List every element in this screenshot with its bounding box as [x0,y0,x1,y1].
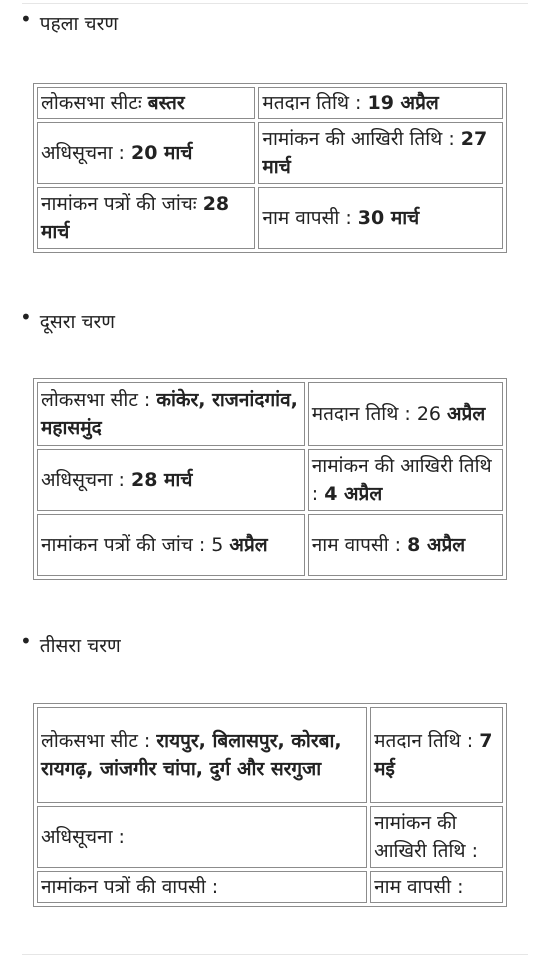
poll-date-cell [258,87,503,119]
nomination-last-date-label: नामांकन की आखिरी तिथि : [311,455,492,505]
scrutiny-cell [37,187,255,249]
nomination-last-date-cell [258,122,503,184]
poll-date-value: 7 मई [374,730,493,780]
withdrawal-label: नाम वापसी : [311,534,408,556]
withdrawal-cell [370,871,503,903]
poll-date-label: मतदान तिथि : [374,730,480,752]
withdrawal-value: 8 अप्रैल [407,534,466,556]
top-divider [22,3,528,4]
seat-value: बस्तर [147,92,185,114]
seat-cell [37,707,367,803]
bottom-divider [22,954,528,955]
bullet-icon: • [20,305,32,329]
poll-date-cell [370,707,503,803]
scrutiny-cell [37,514,305,576]
notification-cell [37,449,305,511]
phase-2-title: दूसरा चरण [39,311,116,333]
poll-date-cell [308,382,503,446]
poll-date-value: 19 अप्रैल [367,92,439,114]
phase-1-table [33,83,507,253]
seat-value: कांकेर, राजनांदगांव, महासमुंद [41,389,298,439]
nomination-last-date-label: नामांकन की आखिरी तिथि : [262,128,461,150]
notification-label: अधिसूचना : [41,142,131,164]
phase-1-title: पहला चरण [39,13,119,35]
seat-label: लोकसभा सीटः [41,92,148,114]
scrutiny-label: नामांकन पत्रों की वापसी : [41,876,219,898]
poll-date-label: मतदान तिथि : 26 [311,403,448,425]
phase-3-table [33,703,507,907]
nomination-last-date-value: 4 अप्रैल [324,483,383,505]
nomination-last-date-cell [308,449,503,511]
phase-1-heading [20,7,119,36]
seat-label: लोकसभा सीट : [41,730,157,752]
notification-label: अधिसूचना : [41,826,125,848]
seat-value: रायपुर, बिलासपुर, कोरबा, रायगढ़, जांजगीर चांपा, दुर्ग और सरगुजा [41,730,342,780]
poll-date-label: मतदान तिथि : [262,92,368,114]
phase-3-heading [20,629,121,658]
nomination-last-date-cell [370,806,503,868]
withdrawal-cell [258,187,503,249]
seat-cell [37,382,305,446]
scrutiny-label: नामांकन पत्रों की जांच : 5 [41,534,230,556]
phase-2-table [33,378,507,580]
bullet-icon: • [20,7,32,31]
scrutiny-value: 28 मार्च [41,193,230,243]
notification-value: 20 मार्च [130,142,193,164]
notification-label: अधिसूचना : [41,469,131,491]
seat-cell [37,87,255,119]
notification-cell [37,122,255,184]
phase-2-heading [20,305,116,334]
bullet-icon: • [20,629,32,653]
nomination-last-date-value: 27 मार्च [262,128,488,178]
withdrawal-label: नाम वापसी : [262,207,358,229]
notification-value: 28 मार्च [130,469,193,491]
phase-3-title: तीसरा चरण [39,635,121,657]
withdrawal-cell [308,514,503,576]
nomination-last-date-label: नामांकन की आखिरी तिथि : [374,812,478,862]
seat-label: लोकसभा सीट : [41,389,157,411]
scrutiny-cell [37,871,367,903]
withdrawal-value: 30 मार्च [357,207,420,229]
withdrawal-label: नाम वापसी : [374,876,464,898]
scrutiny-label: नामांकन पत्रों की जांचः [41,193,203,215]
notification-cell [37,806,367,868]
poll-date-value: अप्रैल [447,403,486,425]
scrutiny-value: अप्रैल [229,534,268,556]
